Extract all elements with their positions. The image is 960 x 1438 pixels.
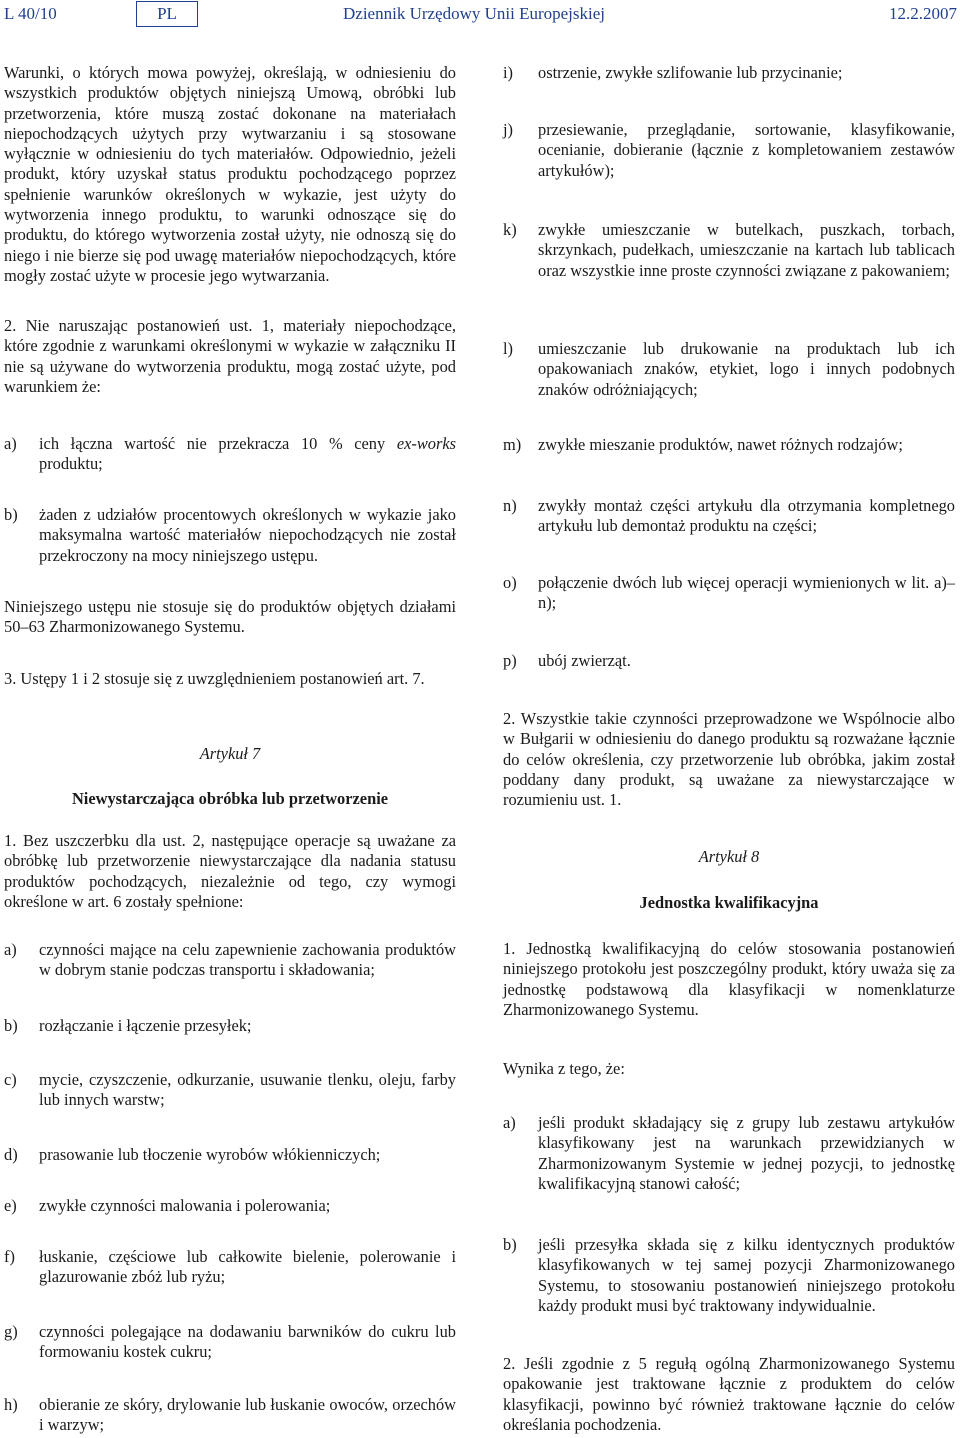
article-7-title: Niewystarczająca obróbka lub przetworzenie [71, 789, 389, 808]
item-label: l) [503, 339, 514, 358]
consequence-intro: Wynika z tego, że: [503, 1059, 625, 1078]
item-text: zwykłe czynności malowania i polerowania; [39, 1196, 331, 1215]
hs-exclusion-paragraph: Niniejszego ustępu nie stosuje się do produktów objętych działami 50–63 Zharmonizowanego Systemu. [4, 597, 456, 637]
article-7-paragraph-1: 1. Bez uszczerbku dla ust. 2, następujące operacje są uważane za obróbkę lub przetworzenie niewystarczające dla nadania statusu produktów pochodzących, niezależnie od tego, czy wymogi określone w art. 6 zostały spełnione: [4, 831, 456, 911]
page-header [0, 0, 960, 30]
item-label: e) [4, 1196, 17, 1215]
item-label: h) [4, 1395, 18, 1414]
item-text: ostrzenie, zwykłe szlifowanie lub przycinanie; [538, 63, 843, 82]
item-label: g) [4, 1322, 18, 1341]
item-label: i) [503, 63, 514, 82]
item-text: ubój zwierząt. [538, 651, 631, 670]
item-label: c) [4, 1070, 17, 1089]
item-label: j) [503, 120, 514, 139]
item-label: b) [4, 1016, 18, 1035]
journal-title: Dziennik Urzędowy Unii Europejskiej [343, 4, 606, 23]
item-label: k) [503, 220, 517, 239]
item-label: b) [503, 1235, 517, 1254]
item-label: o) [503, 573, 517, 592]
paragraph-2-packaging: 2. Jeśli zgodnie z 5 regułą ogólną Zharmonizowanego Systemu opakowanie jest traktowane łącznie z produktem do celów klasyfikacji, powinno być również traktowane łącznie do celów określania pochodzenia. [503, 1354, 955, 1434]
item-label: d) [4, 1145, 18, 1164]
item-text: połączenie dwóch lub więcej operacji wymienionych w lit. a)–n); [538, 573, 955, 613]
article-8-number: Artykuł 8 [698, 847, 760, 866]
item-label: a) [503, 1113, 516, 1132]
item-text: zwykłe mieszanie produktów, nawet różnych rodzajów; [538, 435, 903, 454]
item-label: a) [4, 940, 17, 959]
paragraph-3: 3. Ustępy 1 i 2 stosuje się z uwzględnieniem postanowień art. 7. [4, 669, 425, 688]
item-text: zwykłe umieszczanie w butelkach, puszkach, torbach, skrzynkach, pudełkach, umieszczanie na kartach lub tablicach oraz wszystkie inne proste czynności związane z pakowaniem; [538, 220, 955, 280]
page-number: L 40/10 [4, 4, 57, 23]
language-badge: PL [136, 1, 198, 27]
item-label: b) [4, 505, 18, 524]
item-text: łuskanie, częściowe lub całkowite bielenie, polerowanie i glazurowanie zbóż lub ryżu; [39, 1247, 456, 1287]
publication-date: 12.2.2007 [889, 4, 957, 23]
article-8-paragraph-1: 1. Jednostką kwalifikacyjną do celów stosowania postanowień niniejszego protokołu jest poszczególny produkt, który uważa się za jednostkę podstawową dla klasyfikacji w nomenklaturze Zharmonizowanego Systemu. [503, 939, 955, 1019]
intro-paragraph: Warunki, o których mowa powyżej, określają, w odniesieniu do wszystkich produktów objętych niniejszą Umową, obróbki lub przetworzenia, które muszą zostać dokonane na materiałach niepochodzących użytych przy wytwarzaniu i są stosowane wyłącznie w odniesieniu do tych materiałów. Odpowiednio, jeżeli produkt, który uzyskał status produktu pochodzącego poprzez spełnienie warunków określonych w wykazie, jest użyty do wytworzenia innego produktu, to warunki odnoszące się do produktu, do którego wytworzenia został użyty, nie odnoszą się do niego i nie bierze się pod uwagę materiałów niepochodzących, które mogły zostać użyte w procesie jego wytwarzania. [4, 63, 456, 285]
item-label: m) [503, 435, 522, 454]
item-text: czynności mające na celu zapewnienie zachowania produktów w dobrym stanie podczas transportu i składowania; [39, 940, 456, 980]
item-text: żaden z udziałów procentowych określonych w wykazie jako maksymalna wartość materiałów niepochodzących nie został przekroczony na mocy niniejszego ustępu. [39, 505, 456, 565]
article-7-number: Artykuł 7 [199, 744, 261, 763]
item-text: ich łączna wartość nie przekracza 10 % ceny ex-works produktu; [39, 434, 456, 474]
ex-works-term: ex-works [396, 434, 456, 453]
item-text: obieranie ze skóry, drylowanie lub łuskanie owoców, orzechów i warzyw; [39, 1395, 456, 1435]
paragraph-2: 2. Nie naruszając postanowień ust. 1, materiały niepochodzące, które zgodnie z warunkami określonymi w wykazie w załączniku II nie są używane do wytworzenia produktu, mogą zostać użyte, pod warunkiem że: [4, 316, 456, 396]
item-text: przesiewanie, przeglądanie, sortowanie, klasyfikowanie, ocenianie, dobieranie (łącznie z kompletowaniem zestawów artykułów); [538, 120, 955, 180]
item-text: jeśli przesyłka składa się z kilku identycznych produktów klasyfikowanych w tej samej pozycji Zharmonizowanego Systemu, to stosowaniu postanowień niniejszego protokołu każdy produkt musi być traktowany indywidualnie. [538, 1235, 955, 1315]
item-text: umieszczanie lub drukowanie na produktach lub ich opakowaniach znaków, etykiet, logo i innych podobnych znaków odróżniających; [538, 339, 955, 399]
item-text: prasowanie lub tłoczenie wyrobów włókienniczych; [39, 1145, 381, 1164]
item-text: mycie, czyszczenie, odkurzanie, usuwanie tlenku, oleju, farby lub innych warstw; [39, 1070, 456, 1110]
item-label: f) [4, 1247, 15, 1266]
article-8-title: Jednostka kwalifikacyjna [639, 893, 819, 912]
item-label: a) [4, 434, 17, 453]
item-label: n) [503, 496, 517, 515]
item-text: jeśli produkt składający się z grupy lub zestawu artykułów klasyfikowany jest na warunkach przewidzianych w Zharmonizowanym Systemie w jednej pozycji, to jednostkę kwalifikacyjną stanowi całość; [538, 1113, 955, 1193]
item-text: zwykły montaż części artykułu dla otrzymania kompletnego artykułu lub demontaż produktu na części; [538, 496, 955, 536]
paragraph-2: 2. Wszystkie takie czynności przeprowadzone we Wspólnocie albo w Bułgarii w odniesieniu do danego produktu są rozważane łącznie do celów określenia, czy przetworzenie lub obróbka, jakim został poddany dany produkt, są uważane za niewystarczające w rozumieniu ust. 1. [503, 709, 955, 810]
item-text: czynności polegające na dodawaniu barwników do cukru lub formowaniu kostek cukru; [39, 1322, 456, 1362]
item-text: rozłączanie i łączenie przesyłek; [39, 1016, 252, 1035]
item-label: p) [503, 651, 517, 670]
